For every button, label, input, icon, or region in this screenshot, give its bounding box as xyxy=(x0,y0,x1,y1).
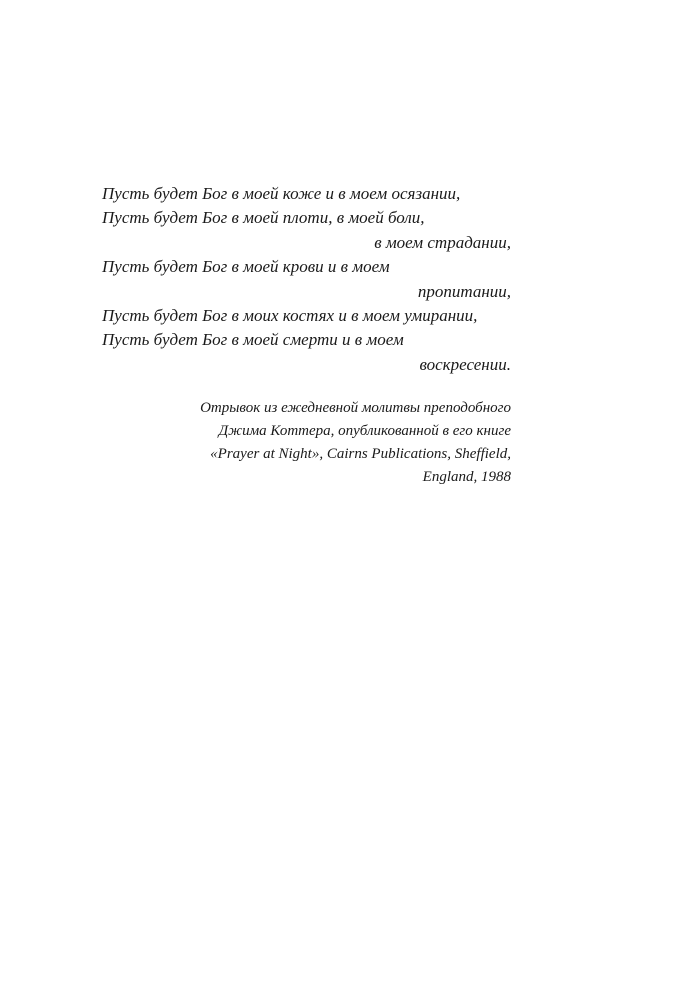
poem-line-continuation: пропитании, xyxy=(417,281,511,301)
epigraph-poem xyxy=(102,182,511,377)
attribution-line: Джима Коттера, опубликованной в его книге xyxy=(218,423,511,439)
attribution-line: England, 1988 xyxy=(422,469,511,485)
poem-line: Пусть будет Бог в моей коже и в моем осязании, xyxy=(102,184,461,203)
poem-line: Пусть будет Бог в моих костях и в моем умирании, xyxy=(102,306,478,326)
poem-line: Пусть будет Бог в моей смерти и в моем xyxy=(102,330,404,350)
poem-line: Пусть будет Бог в моей плоти, в моей боли, xyxy=(102,208,425,228)
attribution-line: Отрывок из ежедневной молитвы преподобного xyxy=(200,400,511,416)
epigraph-attribution xyxy=(120,397,511,489)
poem-line-continuation: воскресении. xyxy=(419,354,511,374)
poem-line-continuation: в моем страдании, xyxy=(374,232,511,252)
poem-line: Пусть будет Бог в моей крови и в моем xyxy=(102,257,390,277)
attribution-line: «Prayer at Night», Cairns Publications, Sheffield, xyxy=(210,446,511,462)
